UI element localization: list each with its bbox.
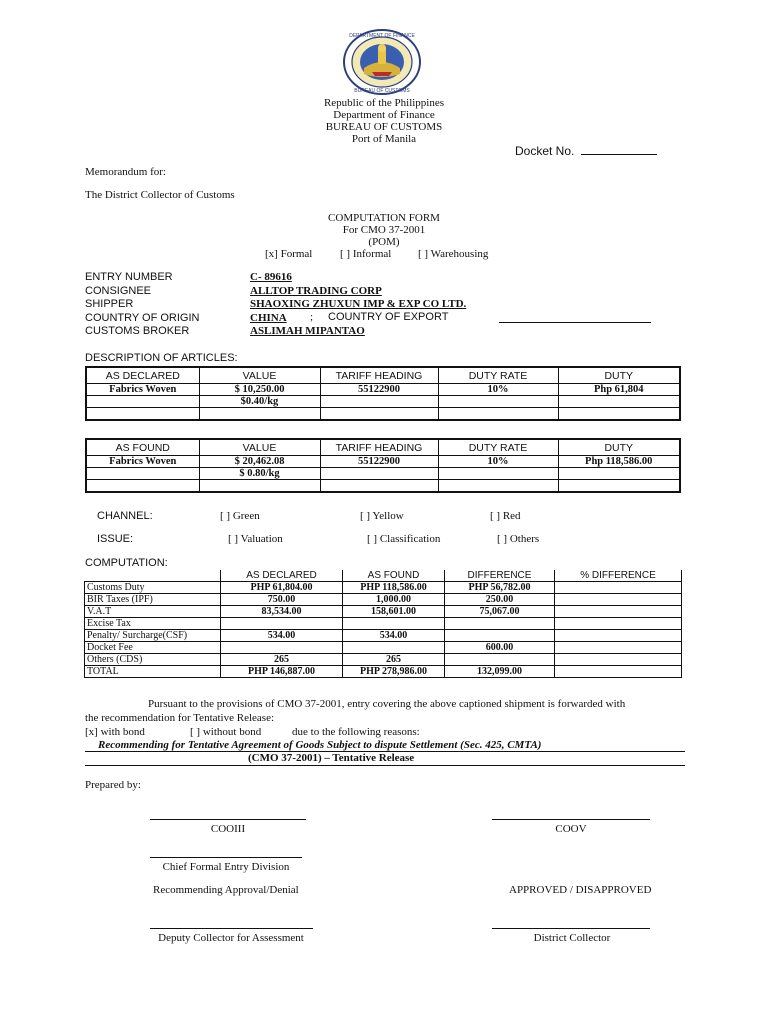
channel-green-option: [ ] Green <box>220 510 260 522</box>
table-cell: 534.00 <box>221 630 343 642</box>
table-cell <box>555 618 682 630</box>
table-row <box>86 384 680 396</box>
form-title: COMPUTATION FORM <box>328 212 440 224</box>
chief-formal-entry-label: Chief Formal Entry Division <box>162 861 290 873</box>
table-cell <box>343 618 445 630</box>
table-cell: 10% <box>438 456 558 468</box>
option-warehousing: [ ] Warehousing <box>418 248 489 260</box>
table-row <box>86 456 680 468</box>
signature-line-district <box>492 928 650 929</box>
table-cell <box>555 594 682 606</box>
table-row <box>85 654 682 666</box>
comp-header-as-found: AS FOUND <box>343 570 445 582</box>
declared-header-row <box>86 367 680 384</box>
coov-label: COOV <box>555 823 587 835</box>
comp-header-pct-difference: % DIFFERENCE <box>555 570 682 582</box>
table-cell: $0.40/kg <box>199 396 320 408</box>
table-cell: 1,000.00 <box>343 594 445 606</box>
table-row <box>86 408 680 421</box>
document-header <box>284 97 484 145</box>
table-cell: Php 118,586.00 <box>558 456 680 468</box>
table-cell <box>320 468 438 480</box>
memo-for-label: Memorandum for: <box>85 166 166 178</box>
header-port: Port of Manila <box>351 133 417 145</box>
signature-line-cooiii <box>150 819 306 820</box>
table-cell <box>555 606 682 618</box>
table-cell <box>438 396 558 408</box>
memo-recipient: The District Collector of Customs <box>85 189 235 201</box>
header-department: Department of Finance <box>333 109 435 121</box>
declared-col-header: AS DECLARED <box>86 367 199 384</box>
table-cell: PHP 146,887.00 <box>221 666 343 678</box>
district-collector-label: District Collector <box>533 932 611 944</box>
svg-text:BUREAU OF CUSTOMS: BUREAU OF CUSTOMS <box>354 88 410 94</box>
table-cell <box>555 582 682 594</box>
table-cell: Php 61,804 <box>558 384 680 396</box>
channel-yellow-option: [ ] Yellow <box>360 510 404 522</box>
form-code: (POM) <box>368 236 400 248</box>
issue-valuation-option: [ ] Valuation <box>228 533 283 545</box>
found-header-row <box>86 439 680 456</box>
declared-articles-table <box>85 366 681 421</box>
table-cell <box>221 642 343 654</box>
country-of-export-line <box>499 322 651 323</box>
table-cell: 265 <box>221 654 343 666</box>
tariff-heading-col-header: TARIFF HEADING <box>320 439 438 456</box>
row-label: TOTAL <box>85 666 221 678</box>
bureau-of-customs-seal <box>342 28 422 96</box>
table-cell: $ 0.80/kg <box>199 468 320 480</box>
channel-red-option: [ ] Red <box>490 510 521 522</box>
pursuant-line-2: the recommendation for Tentative Release: <box>85 712 275 724</box>
option-informal: [ ] Informal <box>340 248 392 260</box>
table-row <box>85 666 682 678</box>
entry-values <box>250 271 466 339</box>
docket-number-line <box>581 154 657 155</box>
row-label: Customs Duty <box>85 582 221 594</box>
table-row <box>86 468 680 480</box>
value-col-header: VALUE <box>199 439 320 456</box>
table-cell <box>445 630 555 642</box>
deputy-collector-label: Deputy Collector for Assessment <box>158 932 304 944</box>
channel-label: CHANNEL: <box>97 510 153 522</box>
table-cell <box>555 642 682 654</box>
duty-rate-col-header: DUTY RATE <box>438 439 558 456</box>
header-republic: Republic of the Philippines <box>323 97 445 109</box>
table-cell: 10% <box>438 384 558 396</box>
table-cell: PHP 61,804.00 <box>221 582 343 594</box>
table-cell <box>343 642 445 654</box>
table-row <box>85 618 682 630</box>
table-cell <box>558 468 680 480</box>
table-row <box>85 642 682 654</box>
table-cell <box>320 396 438 408</box>
due-to-reasons-text: due to the following reasons: <box>292 726 420 738</box>
duty-rate-col-header: DUTY RATE <box>438 367 558 384</box>
shipper-label: SHIPPER <box>85 298 134 310</box>
table-cell: 132,099.00 <box>445 666 555 678</box>
description-of-articles-label: DESCRIPTION OF ARTICLES: <box>85 352 238 364</box>
tariff-heading-col-header: TARIFF HEADING <box>320 367 438 384</box>
table-cell: 600.00 <box>445 642 555 654</box>
with-bond-option: [x] with bond <box>85 726 145 738</box>
computation-table <box>84 570 682 678</box>
table-cell <box>86 396 199 408</box>
computation-header-row <box>85 570 682 582</box>
cooiii-label: COOIII <box>210 823 246 835</box>
table-row <box>85 606 682 618</box>
consignee-label: CONSIGNEE <box>85 284 152 297</box>
entry-number-label: ENTRY NUMBER <box>85 271 173 283</box>
table-cell <box>555 630 682 642</box>
reason-underline-2 <box>85 765 685 766</box>
signature-line-coov <box>492 819 650 820</box>
table-cell <box>445 654 555 666</box>
entry-number-value: C- 89616 <box>250 271 292 283</box>
form-title-block <box>284 212 484 248</box>
country-of-origin-value: CHINA <box>250 311 287 324</box>
pursuant-line-1: Pursuant to the provisions of CMO 37-2001, entry covering the above captioned shipment is forwarded with <box>148 698 626 710</box>
comp-header-as-declared: AS DECLARED <box>221 570 343 582</box>
row-label: BIR Taxes (IPF) <box>85 594 221 606</box>
table-cell: 250.00 <box>445 594 555 606</box>
table-row <box>85 582 682 594</box>
table-cell: $ 20,462.08 <box>199 456 320 468</box>
without-bond-option: [ ] without bond <box>190 726 262 738</box>
table-cell: 265 <box>343 654 445 666</box>
recommending-approval-label: Recommending Approval/Denial <box>153 884 299 896</box>
origin-separator: ; <box>310 311 314 323</box>
table-cell: Fabrics Woven <box>86 384 199 396</box>
entry-labels <box>85 271 200 339</box>
shipper-value: SHAOXING ZHUXUN IMP & EXP CO LTD. <box>250 298 467 310</box>
reason-line-2: (CMO 37-2001) – Tentative Release <box>248 752 415 764</box>
duty-col-header: DUTY <box>558 439 680 456</box>
signature-line-deputy <box>150 928 313 929</box>
consignee-value: ALLTOP TRADING CORP <box>250 284 382 297</box>
country-of-origin-label: COUNTRY OF ORIGIN <box>85 311 200 324</box>
row-label: Others (CDS) <box>85 654 221 666</box>
table-cell: 75,067.00 <box>445 606 555 618</box>
customs-broker-label: CUSTOMS BROKER <box>85 325 190 337</box>
docket-label: Docket No. <box>515 144 575 158</box>
issue-label: ISSUE: <box>97 533 134 545</box>
computation-label: COMPUTATION: <box>85 557 168 569</box>
header-bureau: BUREAU OF CUSTOMS <box>325 121 443 133</box>
table-cell <box>86 468 199 480</box>
table-cell: 750.00 <box>221 594 343 606</box>
reason-line-1: Recommending for Tentative Agreement of Goods Subject to dispute Settlement (Sec. 425, CMTA) <box>98 739 542 751</box>
issue-classification-option: [ ] Classification <box>367 533 441 545</box>
table-cell <box>221 618 343 630</box>
table-cell: $ 10,250.00 <box>199 384 320 396</box>
row-label: V.A.T <box>85 606 221 618</box>
table-cell: Fabrics Woven <box>86 456 199 468</box>
row-label: Docket Fee <box>85 642 221 654</box>
comp-header-difference: DIFFERENCE <box>445 570 555 582</box>
table-cell <box>445 618 555 630</box>
table-row <box>86 480 680 493</box>
customs-broker-value: ASLIMAH MIPANTAO <box>250 325 365 337</box>
table-cell: PHP 278,986.00 <box>343 666 445 678</box>
svg-text:DEPARTMENT OF FINANCE: DEPARTMENT OF FINANCE <box>349 33 415 39</box>
issue-others-option: [ ] Others <box>497 533 540 545</box>
country-of-export-label: COUNTRY OF EXPORT <box>328 311 449 323</box>
table-cell <box>438 468 558 480</box>
table-cell: PHP 56,782.00 <box>445 582 555 594</box>
row-label: Excise Tax <box>85 618 221 630</box>
found-articles-table <box>85 438 681 493</box>
table-cell <box>555 666 682 678</box>
option-formal: [x] Formal <box>265 248 313 260</box>
found-col-header: AS FOUND <box>86 439 199 456</box>
duty-col-header: DUTY <box>558 367 680 384</box>
table-row <box>85 630 682 642</box>
table-cell: PHP 118,586.00 <box>343 582 445 594</box>
table-row <box>86 396 680 408</box>
table-cell: 158,601.00 <box>343 606 445 618</box>
row-label: Penalty/ Surcharge(CSF) <box>85 630 221 642</box>
table-row <box>85 594 682 606</box>
table-cell: 534.00 <box>343 630 445 642</box>
approved-disapproved-label: APPROVED / DISAPPROVED <box>509 884 652 896</box>
value-col-header: VALUE <box>199 367 320 384</box>
table-cell: 55122900 <box>320 384 438 396</box>
table-cell: 55122900 <box>320 456 438 468</box>
table-cell <box>558 396 680 408</box>
table-cell: 83,534.00 <box>221 606 343 618</box>
signature-line-chief <box>150 857 302 858</box>
form-subtitle: For CMO 37-2001 <box>342 224 426 236</box>
prepared-by-label: Prepared by: <box>85 779 141 791</box>
table-cell <box>555 654 682 666</box>
